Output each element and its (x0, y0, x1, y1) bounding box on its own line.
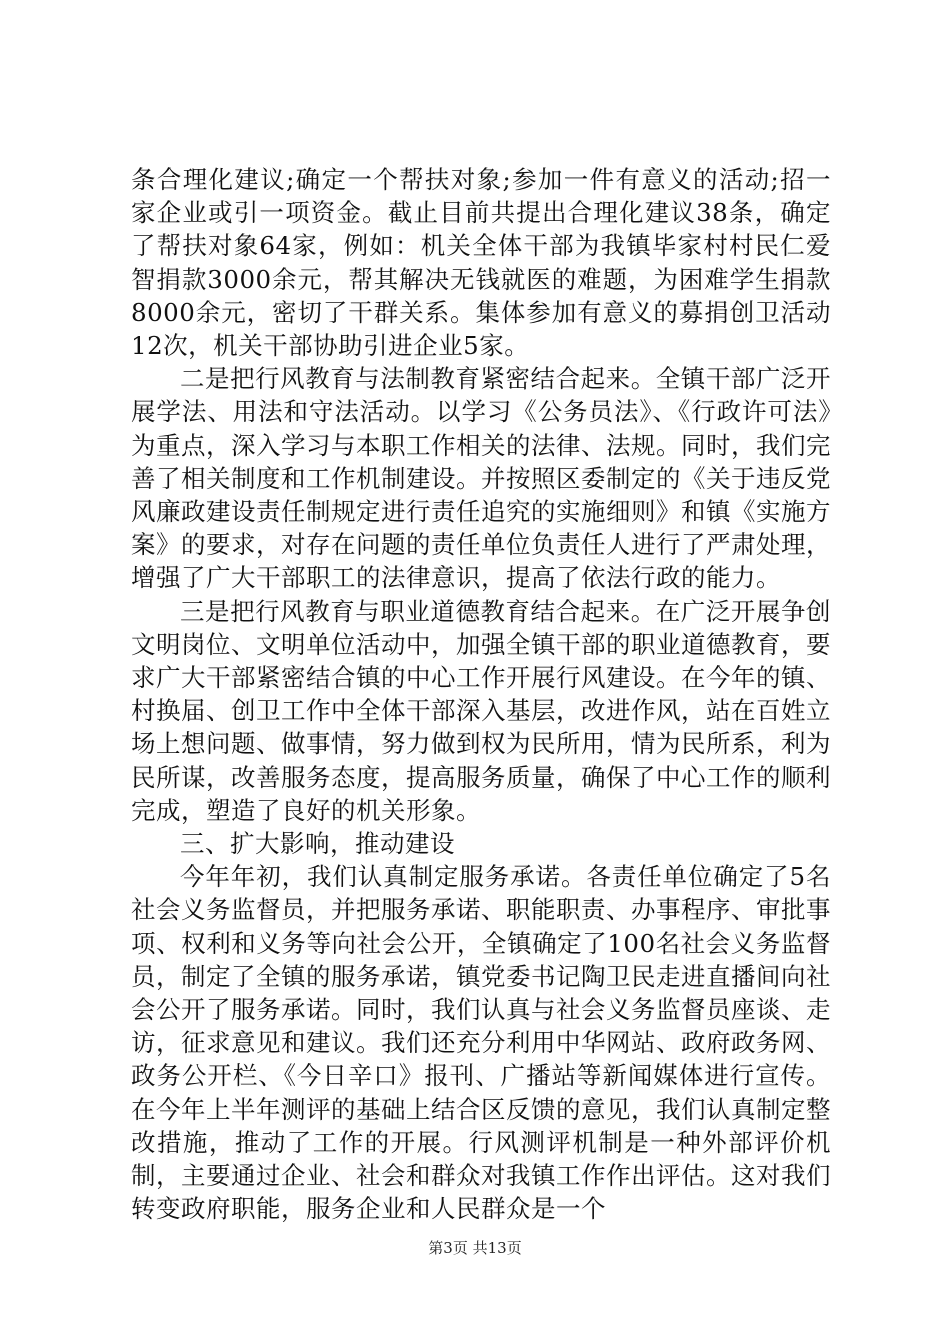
paragraph-4: 今年年初，我们认真制定服务承诺。各责任单位确定了5名社会义务监督员，并把服务承诺、职能职责、办事程序、审批事项、权利和义务等向社会公开，全镇确定了100名社会义务监督员，制定了全镇的服务承诺，镇党委书记陶卫民走进直播间向社会公开了服务承诺。同时，我们认真与社会义务监督员座谈、走访，征求意见和建议。我们还充分利用中华网站、政府政务网、政务公开栏、《今日辛口》报刊、广播站等新闻媒体进行宣传。在今年上半年测评的基础上结合区反馈的意见，我们认真制定整改措施，推动了工作的开展。行风测评机制是一种外部评价机制，主要通过企业、社会和群众对我镇工作作出评估。这对我们转变政府职能，服务企业和人民群众是一个 (131, 862, 831, 1224)
page-footer: 第3页 共13页 (428, 1239, 522, 1257)
paragraph-1: 条合理化建议;确定一个帮扶对象;参加一件有意义的活动;招一家企业或引一项资金。截止目前共提出合理化建议38条，确定了帮扶对象64家，例如：机关全体干部为我镇毕家村村民仁爱智捐款3000余元，帮其解决无钱就医的难题，为困难学生捐款8000余元，密切了干群关系。集体参加有意义的募捐创卫活动12次，机关干部协助引进企业5家。 (131, 165, 831, 361)
section-heading: 三、扩大影响，推动建设 (180, 829, 455, 859)
document-body (131, 163, 831, 1226)
paragraph-2: 二是把行风教育与法制教育紧密结合起来。全镇干部广泛开展学法、用法和守法活动。以学习《公务员法》、《行政许可法》为重点，深入学习与本职工作相关的法律、法规。同时，我们完善了相关制度和工作机制建设。并按照区委制定的《关于违反党风廉政建设责任制规定进行责任追究的实施细则》和镇《实施方案》的要求，对存在问题的责任单位负责任人进行了严肃处理，增强了广大干部职工的法律意识，提高了依法行政的能力。 (131, 364, 831, 593)
paragraph-3: 三是把行风教育与职业道德教育结合起来。在广泛开展争创文明岗位、文明单位活动中，加强全镇干部的职业道德教育，要求广大干部紧密结合镇的中心工作开展行风建设。在今年的镇、村换届、创卫工作中全体干部深入基层，改进作风，站在百姓立场上想问题、做事情，努力做到权为民所用，情为民所系，利为民所谋，改善服务态度，提高服务质量，确保了中心工作的顺利完成，塑造了良好的机关形象。 (131, 596, 831, 825)
